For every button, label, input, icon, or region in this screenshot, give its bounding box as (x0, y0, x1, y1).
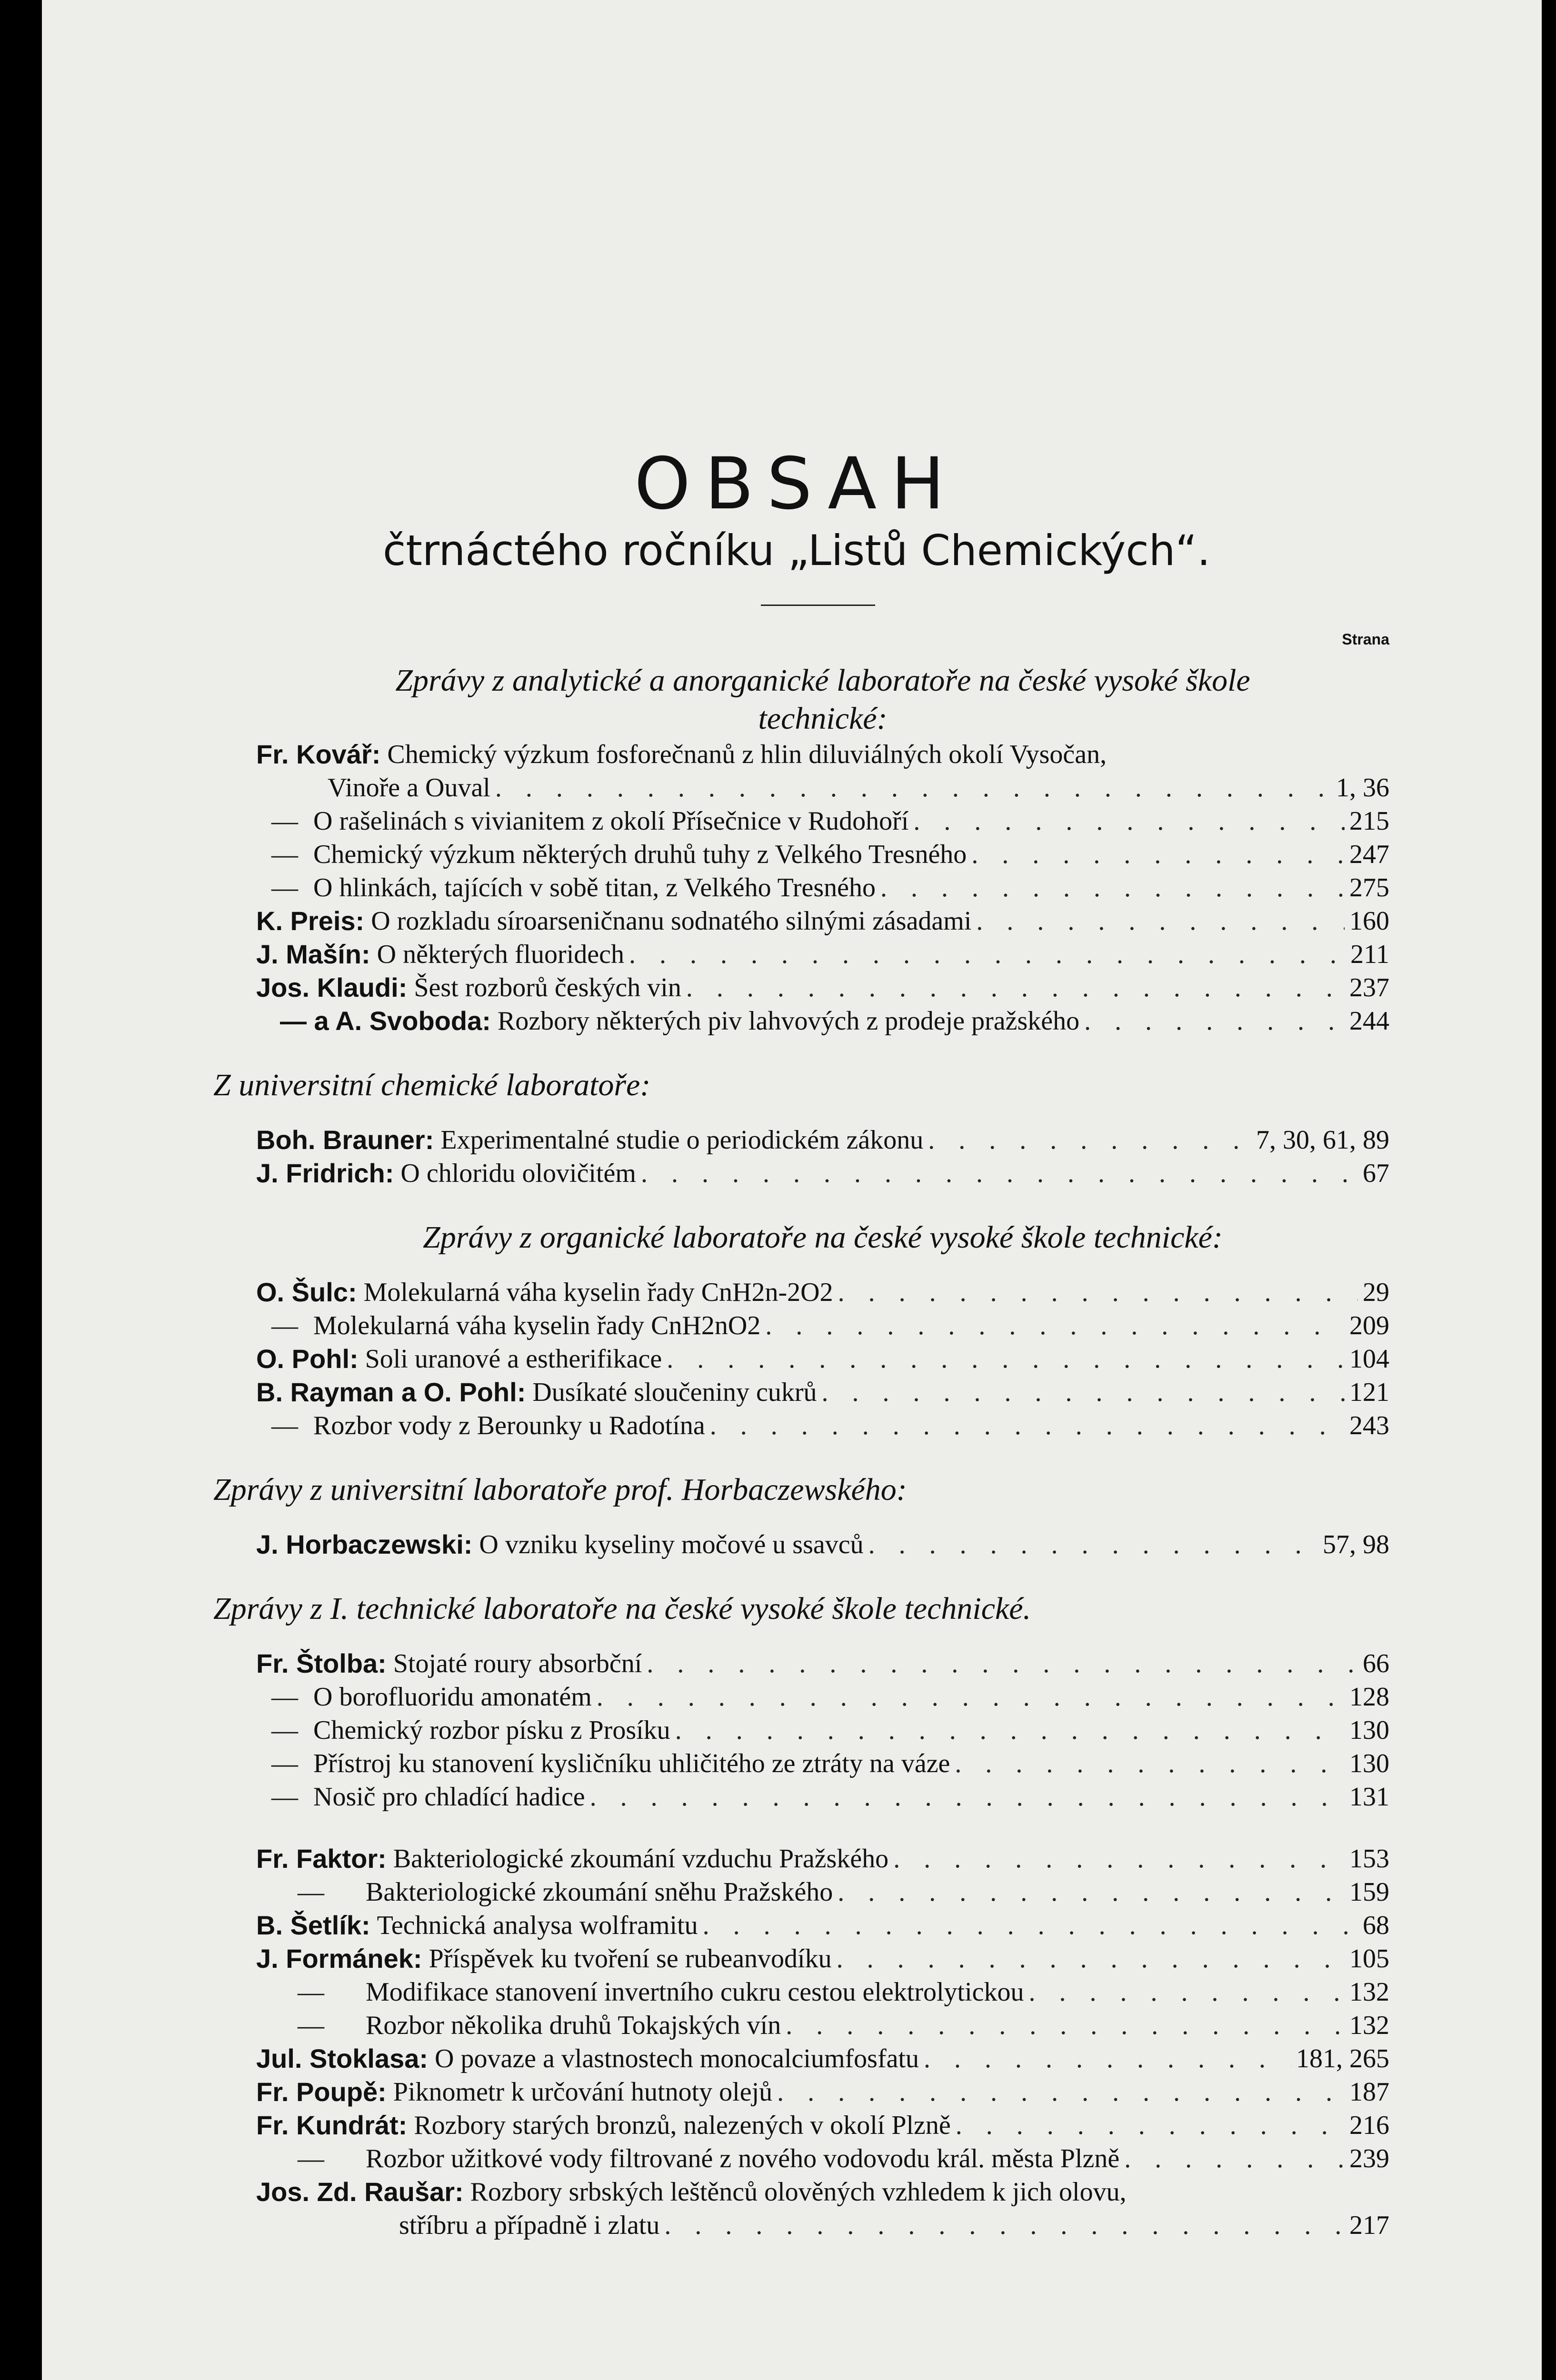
entry-title: O borofluoridu amonatém (313, 1682, 592, 1712)
entry-title: O vzniku kyseliny močové u ssavců (479, 1530, 864, 1559)
entry-title: Modifikace stanovení invertního cukru cestou elektrolytickou (366, 1977, 1024, 2007)
entry-title-cont: stříbru a případně i zlatu (399, 2211, 660, 2240)
entry-title: Chemický výzkum některých druhů tuhy z Velkého Tresného (313, 840, 967, 869)
entry-title: Přístroj ku stanovení kysličníku uhličitého ze ztráty na váze (313, 1749, 950, 1778)
page-subtitle: čtrnáctého ročníku „Listů Chemických“. (382, 526, 1211, 575)
section-heading: Zprávy z universitní laboratoře prof. Horbaczewského: (213, 1472, 907, 1507)
entry-title: Šest rozborů českých vin (414, 973, 681, 1002)
entry-author: — (298, 2011, 324, 2040)
toc-entry (256, 2175, 1389, 2209)
toc-entry (256, 1342, 1389, 1376)
entry-author: Fr. Kundrát: (256, 2110, 408, 2140)
entry-pages: 237 (1349, 973, 1389, 1002)
entry-author: — (271, 1716, 298, 1745)
entry-pages: 7, 30, 61, 89 (1256, 1125, 1389, 1155)
entry-pages: 217 (1349, 2211, 1389, 2240)
title-divider (761, 605, 875, 606)
toc-entry (256, 2075, 1389, 2109)
entry-author: — (271, 1782, 298, 1812)
entry-title: Experimentalné studie o periodickém zákonu (440, 1125, 924, 1155)
toc-entry (256, 804, 1389, 838)
entry-author: — (271, 1411, 298, 1440)
entry-title: Nosič pro chladící hadice (313, 1782, 585, 1812)
section-heading: Z universitní chemické laboratoře: (213, 1068, 651, 1102)
entry-title: Rozbory některých piv lahvových z prodeje pražského (497, 1006, 1080, 1036)
entry-author: Fr. Kovář: (256, 739, 381, 769)
entry-pages: 1, 36 (1336, 773, 1389, 803)
entry-title: Chemický výzkum fosforečnanů z hlin diluviálných okolí Vysočan, (387, 740, 1107, 769)
entry-pages: 131 (1349, 1782, 1389, 1812)
entry-title: Bakteriologické zkoumání vzduchu Pražského (393, 1844, 889, 1874)
toc-entry (256, 1157, 1389, 1190)
entry-author: — (271, 1311, 298, 1340)
section-heading: Zprávy z I. technické laboratoře na české vysoké škole technické. (213, 1591, 1031, 1626)
entry-author: — (271, 840, 298, 869)
entry-pages: 187 (1349, 2077, 1389, 2107)
toc-entry (256, 1376, 1389, 1409)
entry-author: — (271, 1749, 298, 1778)
entry-pages: 132 (1349, 1977, 1389, 2007)
entry-title: Rozbor vody z Berounky u Radotína (313, 1411, 705, 1440)
section-heading: Zprávy z organické laboratoře na české vysoké škole technické: (423, 1220, 1223, 1255)
entry-title: Chemický rozbor písku z Prosíku (313, 1716, 670, 1745)
entry-title: O povaze a vlastnostech monocalciumfosfatu (435, 2044, 919, 2073)
toc-entry-cont (256, 771, 1389, 804)
entry-title: Rozbor několika druhů Tokajských vín (366, 2011, 781, 2040)
entry-title: Stojaté roury absorbční (393, 1649, 642, 1678)
entry-author: Jos. Klaudi: (256, 972, 408, 1002)
entry-author: Fr. Poupě: (256, 2077, 387, 2107)
entry-author: — (271, 1682, 298, 1712)
toc-entry (256, 2109, 1389, 2142)
entry-title: Soli uranové a estherifikace (365, 1344, 662, 1374)
toc-sections (213, 662, 1389, 2242)
entry-pages: 132 (1349, 2011, 1389, 2040)
entry-pages: 130 (1349, 1749, 1389, 1778)
entry-author: Fr. Štolba: (256, 1648, 387, 1678)
toc-entry (256, 1004, 1389, 1038)
entry-author: — (271, 873, 298, 902)
toc-entry (256, 1842, 1389, 1875)
toc-section (213, 1066, 1389, 1190)
toc-entry (256, 1714, 1389, 1747)
entry-pages: 216 (1349, 2111, 1389, 2140)
toc-entry (256, 838, 1389, 871)
toc-entry (256, 1276, 1389, 1309)
entry-pages: 215 (1349, 806, 1389, 836)
toc-entry (256, 1123, 1389, 1157)
toc-entry (256, 1680, 1389, 1714)
entry-pages: 66 (1363, 1649, 1389, 1678)
entry-title: O některých fluoridech (377, 940, 624, 969)
entry-pages: 211 (1350, 940, 1389, 969)
entry-author: — (271, 806, 298, 836)
entry-pages: 153 (1349, 1844, 1389, 1874)
entry-pages: 128 (1349, 1682, 1389, 1712)
entry-title: O chloridu olovičitém (400, 1159, 636, 1188)
entry-pages: 29 (1363, 1278, 1389, 1307)
entry-author: J. Mašín: (256, 939, 370, 969)
toc-entry (256, 904, 1389, 938)
entry-pages: 68 (1363, 1911, 1389, 1940)
entry-title-cont: Vinoře a Ouval (328, 773, 490, 803)
entry-title: O hlinkách, tajících v sobě titan, z Velkého Tresného (313, 873, 876, 902)
entry-author: B. Rayman a O. Pohl: (256, 1377, 526, 1407)
toc-section (256, 662, 1389, 1038)
entry-title: Molekularná váha kyselin řady CnH2n-2O2 (363, 1278, 833, 1307)
section-heading-cont: technické: (758, 701, 888, 736)
toc-entry (256, 1942, 1389, 1975)
section-heading: Zprávy z analytické a anorganické laboratoře na české vysoké škole (395, 663, 1250, 698)
entry-pages: 104 (1349, 1344, 1389, 1374)
entry-pages: 160 (1349, 906, 1389, 936)
entry-title: Rozbory starých bronzů, nalezených v okolí Plzně (414, 2111, 951, 2140)
entry-title: O rozkladu síroarseničnanu sodnatého silnými zásadami (371, 906, 972, 936)
toc-entry (256, 1780, 1389, 1814)
entry-pages: 181, 265 (1296, 2044, 1389, 2073)
entry-author: J. Horbaczewski: (256, 1529, 473, 1559)
entry-title: Dusíkaté sloučeniny cukrů (532, 1378, 817, 1407)
entry-author: Fr. Faktor: (256, 1844, 387, 1874)
toc-entry (256, 1528, 1389, 1561)
entry-pages: 67 (1363, 1159, 1389, 1188)
entry-pages: 105 (1349, 1944, 1389, 1973)
scan-border-left (0, 0, 42, 2380)
entry-title: Molekularná váha kyselin řady CnH2nO2 (313, 1311, 761, 1340)
entry-pages: 209 (1349, 1311, 1389, 1340)
scan-border-right (1542, 0, 1556, 2380)
toc-entry (256, 738, 1389, 771)
toc-entry (256, 871, 1389, 904)
toc-entry (256, 1747, 1389, 1780)
toc-entry (256, 1309, 1389, 1342)
entry-pages: 247 (1349, 840, 1389, 869)
entry-author: Boh. Brauner: (256, 1125, 434, 1155)
toc-entry (256, 1409, 1389, 1442)
toc-section (256, 1219, 1389, 1442)
document-page (42, 0, 1542, 2380)
toc-section (256, 1842, 1389, 2242)
toc-entry-cont (256, 2209, 1389, 2242)
page-column-header: Strana (1342, 631, 1389, 648)
entry-pages: 130 (1349, 1716, 1389, 1745)
page-title: OBSAH (634, 443, 959, 526)
toc-entry (256, 1647, 1389, 1680)
entry-title: Rozbor užitkové vody filtrované z nového vodovodu král. města Plzně (366, 2144, 1120, 2173)
entry-pages: 57, 98 (1323, 1530, 1389, 1559)
entry-author: — (298, 1877, 324, 1907)
entry-pages: 275 (1349, 873, 1389, 902)
entry-author: — (298, 1977, 324, 2007)
entry-author: Jul. Stoklasa: (256, 2043, 429, 2073)
toc-entry (256, 1875, 1389, 1909)
entry-title: O rašelinách s vivianitem z okolí Přísečnice v Rudohoří (313, 806, 909, 836)
entry-author: — a A. Svoboda: (280, 1006, 491, 1036)
toc-entry (256, 2009, 1389, 2042)
entry-title: Příspěvek ku tvoření se rubeanvodíku (429, 1944, 832, 1973)
entry-pages: 244 (1349, 1006, 1389, 1036)
toc-entry (256, 938, 1389, 971)
entry-author: J. Formánek: (256, 1944, 422, 1973)
entry-title: Piknometr k určování hutnoty olejů (393, 2077, 773, 2107)
entry-pages: 239 (1349, 2144, 1389, 2173)
entry-title: Rozbory srbských leštěnců olověných vzhledem k jich olovu, (470, 2177, 1127, 2207)
entry-pages: 159 (1349, 1877, 1389, 1907)
toc-entry (256, 971, 1389, 1004)
entry-pages: 243 (1349, 1411, 1389, 1440)
entry-title: Technická analysa wolframitu (377, 1911, 698, 1940)
entry-author: B. Šetlík: (256, 1910, 370, 1940)
toc-section (213, 1471, 1389, 1561)
entry-pages: 121 (1349, 1378, 1389, 1407)
toc-entry (256, 2142, 1389, 2175)
entry-author: J. Fridrich: (256, 1158, 394, 1188)
entry-author: — (298, 2144, 324, 2173)
entry-title: Bakteriologické zkoumání sněhu Pražského (366, 1877, 833, 1907)
toc-entry (256, 1909, 1389, 1942)
toc-entry (256, 1975, 1389, 2009)
entry-author: O. Šulc: (256, 1277, 357, 1307)
entry-author: O. Pohl: (256, 1344, 359, 1374)
entry-author: Jos. Zd. Raušar: (256, 2177, 464, 2207)
toc-section (213, 1590, 1389, 1814)
toc-entry (256, 2042, 1389, 2075)
entry-author: K. Preis: (256, 906, 365, 936)
